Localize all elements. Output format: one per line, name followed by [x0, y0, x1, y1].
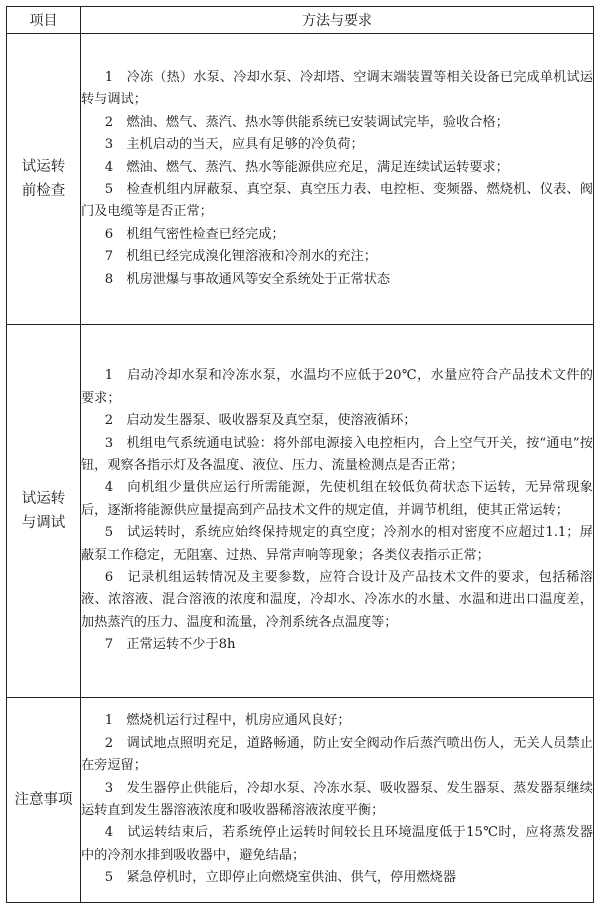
header-method: 方法与要求 [81, 7, 594, 34]
list-item: 7 机组已经完成溴化锂溶液和冷剂水的充注； [104, 249, 377, 265]
list-item: 6 机组气密性检查已经完成； [104, 226, 285, 242]
header-row [7, 7, 594, 34]
list-item: 5 紧急停机时，立即停止向燃烧室供油、供气，停用燃烧器 [104, 870, 457, 886]
list-item: 4 试运转结束后，若系统停止运转时间较长且环境温度低于15℃时，应将蒸发器中的冷剂水排到吸收器中，避免结晶； [81, 825, 593, 863]
header-item: 项目 [7, 7, 81, 34]
list-item: 4 向机组少量供应运行所需能源，先使机组在较低负荷状态下运转，无异常现象后，逐渐将能源供应量提高到产品技术文件的规定值，并调节机组，使其正常运转； [81, 480, 593, 518]
list-item: 6 记录机组运转情况及主要参数，应符合设计及产品技术文件的要求，包括稀溶液、浓溶液、混合溶液的浓度和温度，冷却水、冷冻水的水量、水温和进出口温度差，加热蒸汽的压力、温度和流量，冷剂系统各点温度等； [81, 570, 593, 630]
list-item: 3 主机启动的当天，应具有足够的冷负荷； [104, 137, 364, 153]
section-row-notes [7, 698, 594, 903]
list-item: 5 检查机组内屏蔽泵、真空泵、真空压力表、电控柜、变频器、燃烧机、仪表、阀门及电缆等是否正常； [81, 182, 593, 220]
section-title [7, 698, 81, 903]
section-title-line: 与调试 [21, 515, 66, 531]
list-item: 8 机房泄爆与事故通风等安全系统处于正常状态 [104, 271, 391, 287]
list-item: 3 发生器停止供能后，冷却水泵、冷冻水泵、吸收器泵、发生器泵、蒸发器泵继续运转直到发生器溶液浓度和吸收器稀溶液浓度平衡； [81, 780, 593, 818]
list-item: 4 燃油、燃气、蒸汽、热水等能源供应充足，满足连续试运转要求； [104, 159, 509, 175]
section-title-line: 试运转 [21, 491, 66, 507]
section-row-precheck [7, 34, 594, 325]
list-item: 2 燃油、燃气、蒸汽、热水等供能系统已安装调试完毕，验收合格； [104, 114, 509, 130]
section-body [81, 698, 594, 903]
section-title [7, 325, 81, 698]
section-title [7, 34, 81, 325]
list-item: 5 试运转时，系统应始终保持规定的真空度；冷剂水的相对密度不应超过1.1；屏蔽泵工作稳定，无阻塞、过热、异常声响等现象；各类仪表指示正常； [81, 525, 593, 563]
section-title-line: 注意事项 [14, 792, 73, 808]
section-title-line: 试运转 [21, 159, 66, 175]
list-item: 1 燃烧机运行过程中，机房应通风良好； [104, 713, 351, 729]
section-body [81, 325, 594, 698]
list-item: 1 启动冷却水泵和冷冻水泵，水温均不应低于20℃，水量应符合产品技术文件的要求； [81, 368, 593, 406]
list-item: 1 冷冻（热）水泵、冷却水泵、冷却塔、空调末端装置等相关设备已完成单机试运转与调试； [81, 69, 593, 108]
requirements-table [6, 6, 594, 903]
list-item: 3 机组电气系统通电试验：将外部电源接入电控柜内，合上空气开关，按“通电”按钮，观察各指示灯及各温度、液位、压力、流量检测点是否正常； [81, 435, 593, 473]
section-title-line: 前检查 [21, 183, 66, 199]
section-body [81, 34, 594, 325]
list-item: 2 调试地点照明充足，道路畅通，防止安全阀动作后蒸汽喷出伤人，无关人员禁止在旁逗留； [81, 735, 593, 774]
section-row-trial-run [7, 325, 594, 698]
list-item: 7 正常运转不少于8h [104, 637, 236, 653]
list-item: 2 启动发生器泵、吸收器泵及真空泵，使溶液循环； [104, 413, 417, 429]
